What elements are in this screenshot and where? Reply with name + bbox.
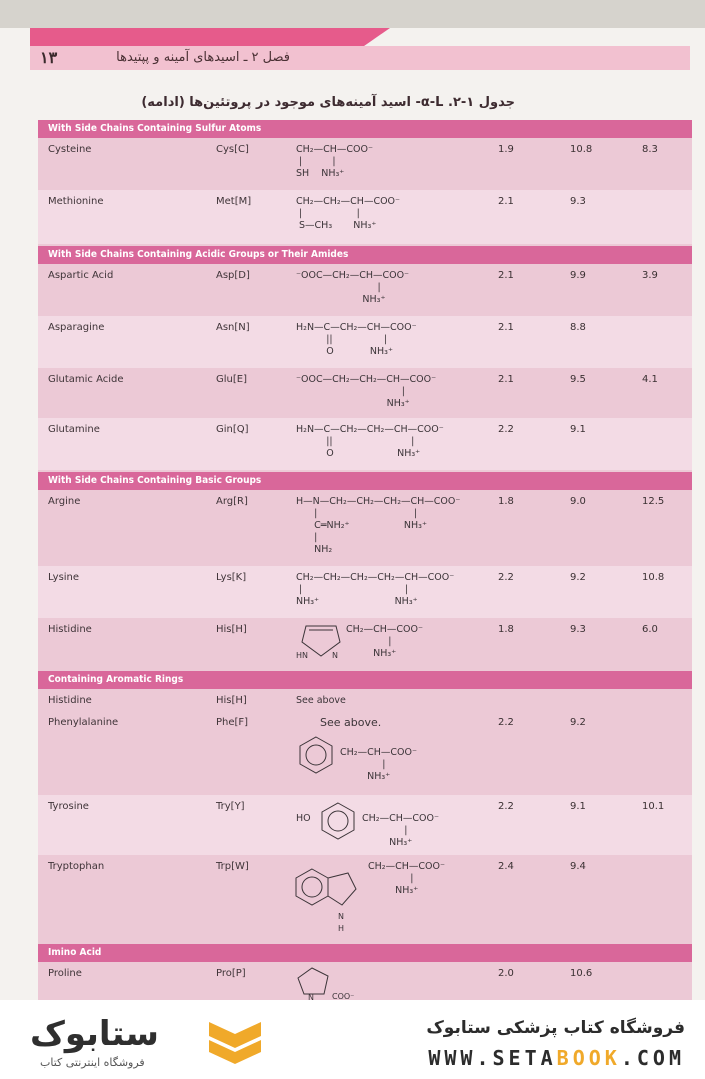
pk1-value: 2.1 [498,322,514,333]
section-imino: Imino Acid [38,944,692,962]
top-margin [0,0,705,28]
amino-acid-name: Proline [48,968,82,979]
amino-acid-abbr: Try[Y] [216,801,245,812]
pk2-value: 9.0 [570,496,586,507]
imidazole-ring-icon [296,622,346,662]
table-row-cysteine [38,138,692,190]
pk1-value: 2.2 [498,424,514,435]
pk1-value: 2.0 [498,968,514,979]
amino-acid-name: Tyrosine [48,801,89,812]
pk2-value: 8.8 [570,322,586,333]
header-tab [30,28,390,48]
structural-formula: CH₂—CH—COO⁻ | NH₃⁺ [346,624,423,659]
amino-acid-name: Glutamine [48,424,100,435]
pk3-value: 8.3 [642,144,658,155]
amino-acid-abbr: Lys[K] [216,572,247,583]
amino-acid-name: Aspartic Acid [48,270,114,281]
benzene-ring-icon [296,735,336,775]
pk1-value: 2.2 [498,572,514,583]
amino-acid-abbr: Pro[P] [216,968,246,979]
url-suffix: .COM [620,1046,685,1070]
see-above-note: See above [296,695,346,706]
pk3-value: 4.1 [642,374,658,385]
footer-banner [0,1000,705,1079]
amino-acid-abbr: Asp[D] [216,270,250,281]
amino-acid-abbr: His[H] [216,695,247,706]
amino-acid-name: Glutamic Acide [48,374,124,385]
table-row-methionine [38,190,692,244]
phenol-ring-icon [318,801,358,841]
amino-acid-name: Methionine [48,196,104,207]
table-row-asparagine [38,316,692,368]
structural-formula: H₂N—C—CH₂—CH—COO⁻ || | O NH₃⁺ [296,322,417,357]
pk1-value: 1.8 [498,496,514,507]
book-logo-icon [205,1014,265,1064]
table-row-histidine-ref [38,689,692,711]
amino-acid-abbr: Met[M] [216,196,252,207]
pyrrolidine-ring-icon [294,966,374,1000]
amino-acid-abbr: Trp[W] [216,861,249,872]
amino-acid-abbr: Glu[E] [216,374,247,385]
amino-acid-abbr: Asn[N] [216,322,250,333]
chapter-title: فصل ۲ ـ اسیدهای آمینه و پپتیدها [116,50,290,65]
pk2-value: 9.4 [570,861,586,872]
pk3-value: 6.0 [642,624,658,635]
amino-acid-name: Asparagine [48,322,105,333]
structural-formula: H₂N—C—CH₂—CH₂—CH—COO⁻ || | O NH₃⁺ [296,424,444,459]
table-row-aspartic-acid [38,264,692,316]
table-row-lysine [38,566,692,618]
structural-formula: CH₂—CH—COO⁻ | NH₃⁺ [340,747,417,782]
url-prefix: WWW.SETA [428,1046,557,1070]
structural-formula: CH₂—CH—COO⁻ | | SH NH₃⁺ [296,144,373,179]
table-title: جدول ۱-۲. α-L- اسید آمینه‌های موجود در پروتئین‌ها (ادامه) [141,95,515,110]
pk2-value: 9.5 [570,374,586,385]
table-row-histidine [38,618,692,666]
url-accent: BOOK [556,1046,621,1070]
structural-formula: ⁻OOC—CH₂—CH₂—CH—COO⁻ | NH₃⁺ [296,374,437,409]
amino-acid-abbr: Phe[F] [216,717,249,728]
pk2-value: 9.9 [570,270,586,281]
pk2-value: 9.1 [570,424,586,435]
structural-formula: CH₂—CH₂—CH—COO⁻ | | S—CH₃ NH₃⁺ [296,196,401,231]
amino-acid-name: Cysteine [48,144,92,155]
pk2-value: 10.8 [570,144,593,155]
pk1-value: 2.1 [498,374,514,385]
amino-acid-abbr: His[H] [216,624,247,635]
amino-acid-abbr: Arg[R] [216,496,248,507]
pk2-value: 10.6 [570,968,593,979]
amino-acid-name: Lysine [48,572,80,583]
pk2-value: 9.1 [570,801,586,812]
ring-n-label: N [332,651,338,660]
pk3-value: 12.5 [642,496,665,507]
hydroxyl-group: HO [296,813,311,824]
amino-acid-abbr: Gin[Q] [216,424,249,435]
table-row-tryptophan [38,855,692,937]
pk1-value: 1.9 [498,144,514,155]
table-row-phenylalanine [38,711,692,795]
carboxylate-label: COO⁻ [332,992,355,1000]
pk1-value: 2.2 [498,717,514,728]
pk2-value: 9.3 [570,624,586,635]
pk2-value: 9.3 [570,196,586,207]
section-acidic: With Side Chains Containing Acidic Groups or Their Amides [38,246,692,264]
page-number: ١٣ [40,48,58,67]
structural-formula: CH₂—CH—COO⁻ | NH₃⁺ [368,861,445,896]
pk1-value: 1.8 [498,624,514,635]
section-aromatic: Containing Aromatic Rings [38,671,692,689]
structural-formula: CH₂—CH—COO⁻ | NH₃⁺ [362,813,439,848]
pk2-value: 9.2 [570,572,586,583]
brand-logo: ستابوک [30,1014,159,1054]
section-basic: With Side Chains Containing Basic Groups [38,472,692,490]
table-row-arginine [38,490,692,566]
indole-ring-icon [294,859,368,933]
ring-n-label: N [338,912,344,921]
ring-n-label: N [308,993,314,1000]
amino-acid-name: Histidine [48,695,92,706]
structural-formula: ⁻OOC—CH₂—CH—COO⁻ | NH₃⁺ [296,270,410,305]
pk1-value: 2.1 [498,196,514,207]
amino-acid-table [38,120,692,1000]
shop-url[interactable] [428,1046,685,1070]
pk1-value: 2.2 [498,801,514,812]
pk1-value: 2.1 [498,270,514,281]
ring-h-label: H [338,924,345,933]
brand-tagline: فروشگاه اینترنتی کتاب [40,1056,145,1069]
ring-nh-label: HN [296,651,308,660]
pk3-value: 10.8 [642,572,665,583]
pk1-value: 2.4 [498,861,514,872]
section-sulfur: With Side Chains Containing Sulfur Atoms [38,120,692,138]
amino-acid-abbr: Cys[C] [216,144,249,155]
table-row-glutamine [38,418,692,470]
pk3-value: 3.9 [642,270,658,281]
pk2-value: 9.2 [570,717,586,728]
pk3-value: 10.1 [642,801,665,812]
amino-acid-name: Phenylalanine [48,717,119,728]
see-above-note: See above. [320,716,382,729]
amino-acid-name: Argine [48,496,81,507]
table-row-glutamic-acid [38,368,692,418]
shop-name: فروشگاه کتاب پزشکی ستابوک [426,1018,685,1038]
amino-acid-name: Tryptophan [48,861,105,872]
structural-formula: CH₂—CH₂—CH₂—CH₂—CH—COO⁻ | | NH₃⁺ NH₃⁺ [296,572,455,607]
structural-formula: H—N—CH₂—CH₂—CH₂—CH—COO⁻ | | C═NH₂⁺ NH₃⁺ | NH₂ [296,496,461,555]
amino-acid-name: Histidine [48,624,92,635]
table-row-tyrosine [38,795,692,855]
table-row-proline [38,962,692,1000]
